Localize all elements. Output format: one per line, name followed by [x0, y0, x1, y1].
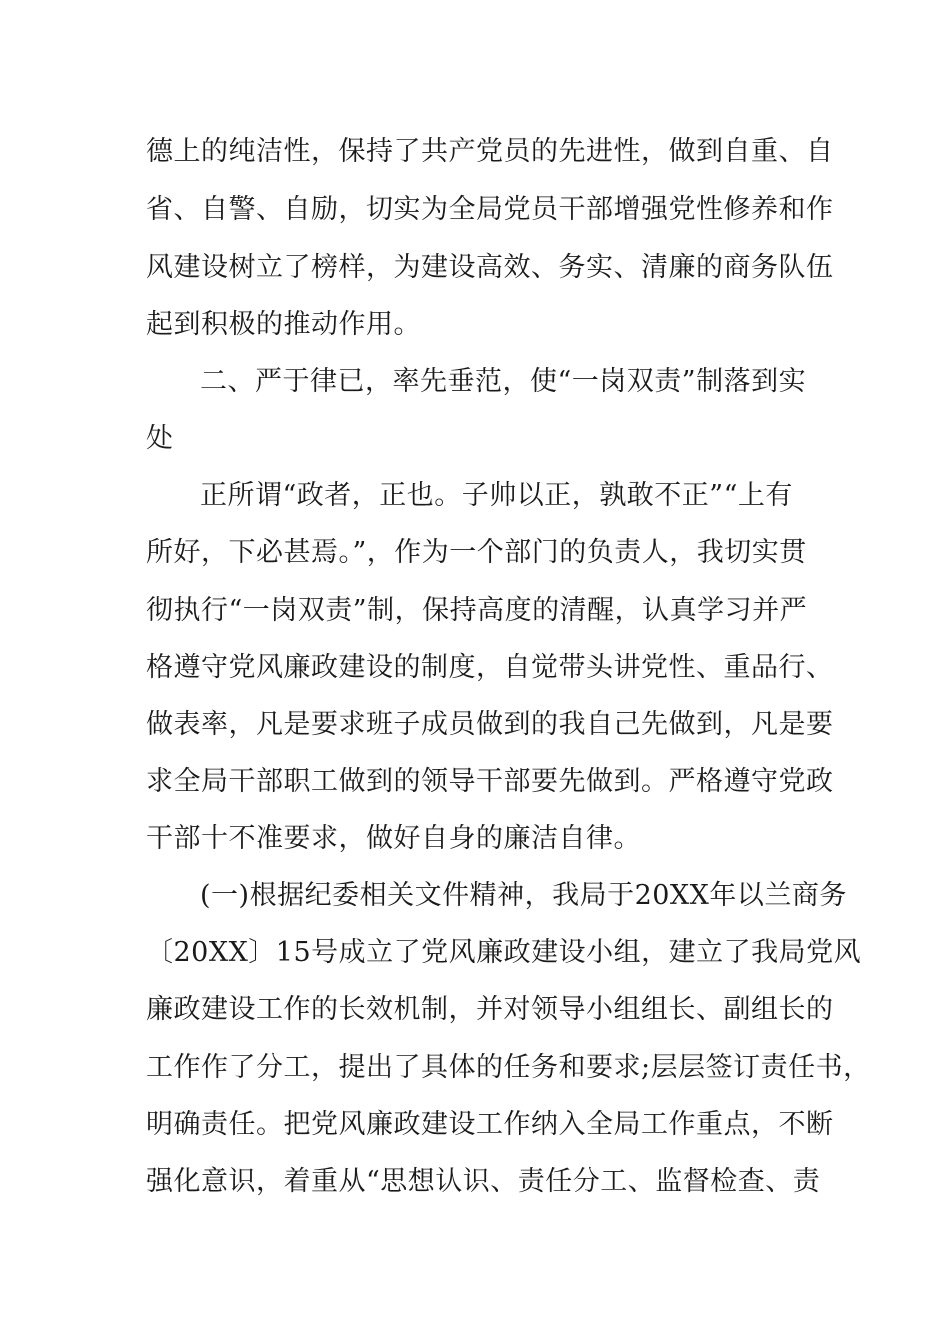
paragraph-line: 德上的纯洁性，保持了共产党员的先进性，做到自重、自 [146, 136, 834, 167]
section-heading-line: 处 [146, 423, 174, 454]
paragraph-line: 所好，下必甚焉。”，作为一个部门的负责人，我切实贯 [146, 537, 807, 568]
paragraph-line: 求全局干部职工做到的领导干部要先做到。严格遵守党政 [146, 766, 834, 797]
paragraph-line: 格遵守党风廉政建设的制度，自觉带头讲党性、重品行、 [146, 652, 834, 683]
paragraph-line: 省、自警、自励，切实为全局党员干部增强党性修养和作 [146, 194, 834, 225]
paragraph-line: 廉政建设工作的长效机制，并对领导小组组长、副组长的 [146, 994, 834, 1025]
paragraph-line: 〔20XX〕15号成立了党风廉政建设小组，建立了我局党风 [146, 937, 862, 968]
paragraph-line: 正所谓“政者，正也。子帅以正，孰敢不正”“上有 [200, 480, 793, 511]
section-heading-line: 二、严于律已，率先垂范，使“一岗双责”制落到实 [200, 366, 807, 397]
paragraph-line: 明确责任。把党风廉政建设工作纳入全局工作重点，不断 [146, 1109, 834, 1140]
paragraph-line: 做表率，凡是要求班子成员做到的我自己先做到，凡是要 [146, 709, 834, 740]
paragraph-line: 强化意识，着重从“思想认识、责任分工、监督检查、责 [146, 1166, 821, 1197]
paragraph-line: (一)根据纪委相关文件精神，我局于20XX年以兰商务 [200, 880, 847, 911]
paragraph-line: 风建设树立了榜样，为建设高效、务实、清廉的商务队伍 [146, 252, 834, 283]
paragraph-line: 彻执行“一岗双责”制，保持高度的清醒，认真学习并严 [146, 595, 808, 626]
paragraph-line: 干部十不准要求，做好自身的廉洁自律。 [146, 823, 641, 854]
paragraph-line: 起到积极的推动作用。 [146, 309, 421, 340]
paragraph-line: 工作作了分工，提出了具体的任务和要求;层层签订责任书， [146, 1052, 871, 1083]
